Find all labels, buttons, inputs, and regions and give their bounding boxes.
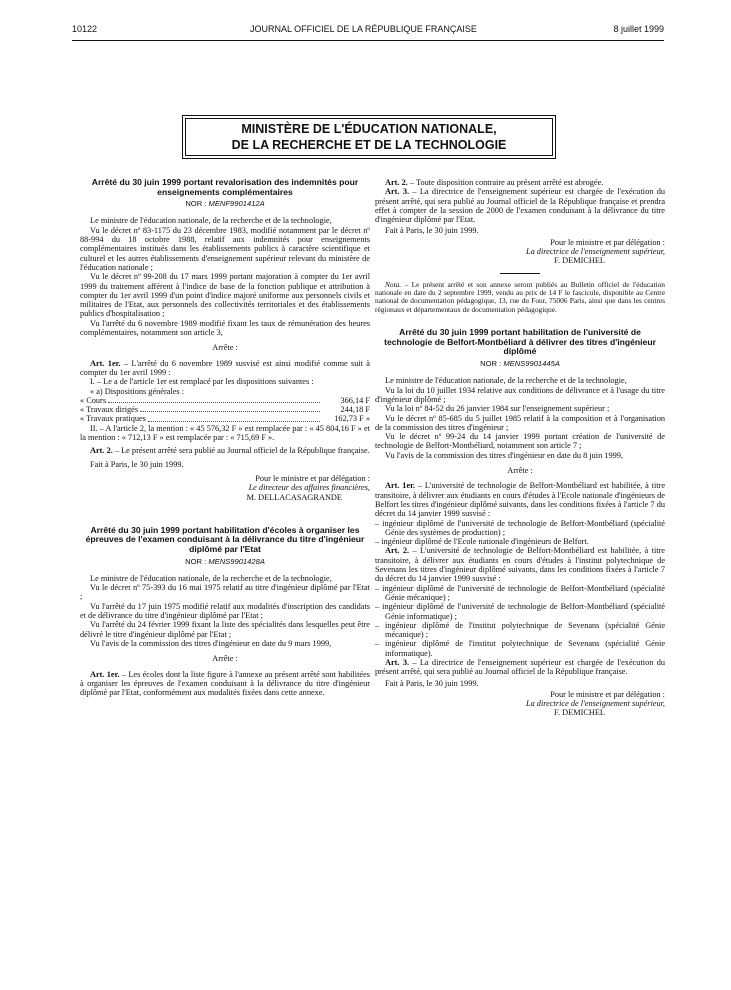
- done-at: Fait à Paris, le 30 juin 1999.: [90, 459, 184, 469]
- journal-title: JOURNAL OFFICIEL DE LA RÉPUBLIQUE FRANÇAISE: [250, 24, 477, 34]
- article-text: – L'université de technologie de Belfort-Montbéliard est habilitée, à titre transitoire, à délivrer aux étudiants en cours d'études à l'Ecole nationale d'ingénieurs de Belfort les titres d'ingénieur diplômé suivants, dans les conditions fixées à l'article 7 du décret du 14 janvier 1999 susvisé :: [375, 481, 666, 519]
- nor-prefix: NOR :: [185, 556, 209, 566]
- article-1: [80, 359, 370, 378]
- list-item: – ingénieur diplômé de l'université de technologie de Belfort-Montbéliard (spécialité Génie informatique) ;: [375, 602, 665, 621]
- leader-dots: [148, 414, 320, 421]
- list-item: – ingénieur diplômé de l'institut polytechnique de Sevenans (spécialité Génie informatique).: [375, 639, 665, 658]
- article-text: – L'université de technologie de Belfort-Montbéliard est habilitée, à titre transitoire, à délivrer aux étudiants en cours d'études à l'institut polytechnique de Sevenans les titres d'ingénieur diplômé suivants, dans les conditions fixées à l'article 7 du décret du 14 janvier 1999 susvisé :: [375, 546, 665, 584]
- signature-line: Pour le ministre et par délégation :: [255, 473, 370, 483]
- ministry-box: [182, 115, 556, 159]
- ministry-line-1: MINISTÈRE DE L'ÉDUCATION NATIONALE,: [241, 122, 497, 136]
- list-item: – ingénieur diplômé de l'institut polytechnique de Sevenans (spécialité Génie mécanique) ;: [375, 620, 665, 640]
- paragraph: Vu le décret nº 83-1175 du 23 décembre 1983, modifié notamment par le décret nº 88-994 du 18 octobre 1988, relatif aux indemnités pour enseignements complémentaires institués dans les établissements publics à caractère scientifique et culturel et les autres établissements d'enseignement supérieur relevant du ministère de l'éducation nationale ;: [80, 225, 370, 272]
- rate-amount: 366,14 F: [340, 395, 370, 405]
- decree-1-title: Arrêté du 30 juin 1999 portant revalorisation des indemnités pour enseignements complémentaires: [91, 177, 359, 197]
- article-2: [80, 446, 370, 455]
- nota-label: Nota.: [385, 279, 402, 289]
- paragraph: Vu le décret nº 99-208 du 17 mars 1999 portant majoration à compter du 1er avril 1999 du traitement afférent à l'indice de base de la fonction publique et attribution à compter du 1er avril 1999 d'un point d'indice majoré uniforme aux personnels civils et militaires de l'Etat, aux personnels des collectivités territoriales et des établissements publics d'hospitalisation ;: [80, 272, 370, 319]
- signature-role-text: La directrice de l'enseignement supérieur,: [525, 247, 665, 257]
- article-text: – Le présent arrêté sera publié au Journal officiel de la République française.: [112, 446, 370, 456]
- paragraph: Vu le décret nº 99-24 du 14 janvier 1999 portant création de l'université de technologie de Belfort-Montbéliard, notamment son article 7 ;: [375, 432, 665, 451]
- article-2: [375, 546, 665, 583]
- article-2: [375, 178, 665, 187]
- list-item: – ingénieur diplômé de l'Ecole nationale d'ingénieurs de Belfort.: [375, 537, 589, 547]
- decree-1-nor: [80, 199, 370, 208]
- article-3: [375, 187, 665, 224]
- paragraph: Le ministre de l'éducation nationale, de la recherche et de la technologie,: [90, 573, 332, 583]
- leader-dots: [140, 405, 320, 412]
- paragraph: Vu la loi nº 84-52 du 26 janvier 1984 sur l'enseignement supérieur ;: [385, 404, 610, 414]
- signature-name: F. DEMICHEL: [554, 256, 605, 266]
- nor-prefix: NOR :: [480, 359, 504, 369]
- article-text: – La directrice de l'enseignement supérieur est chargée de l'exécution du présent arrêté, qui sera publié au Journal officiel de la République française.: [375, 657, 665, 677]
- article-label: Art. 2.: [385, 546, 410, 556]
- rate-label: « Cours: [80, 395, 107, 405]
- paragraph: Le ministre de l'éducation nationale, de la recherche et de la technologie,: [385, 376, 627, 386]
- spacer: [375, 314, 665, 328]
- paragraph: Vu le décret nº 85-685 du 5 juillet 1985 relatif à la composition et à l'organisation de la commission des titres d'ingénieur ;: [375, 413, 665, 432]
- separator: [500, 273, 540, 274]
- ministry-title: [185, 118, 553, 156]
- rate-amount: 162,73 F »: [334, 414, 370, 424]
- article-label: Art. 2.: [385, 178, 408, 187]
- article-text: – La directrice de l'enseignement supérieur est chargée de l'exécution du présent arrêté, qui sera publié au Journal officiel de la République française et prendra effet à compter de la session de 2000 de l'examen conduisant à la délivrance du titre d'ingénieur diplômé par l'Etat.: [375, 187, 665, 225]
- article-label: Art. 3.: [385, 187, 410, 197]
- decree-2-title: Arrêté du 30 juin 1999 portant habilitation d'écoles à organiser les épreuves de l'examen conduisant à la délivrance du titre d'ingénieur diplômé par l'Etat: [85, 524, 365, 554]
- page-number: 10122: [72, 24, 98, 34]
- paragraph: Vu l'arrêté du 17 juin 1975 modifié relatif aux modalités d'inscription des candidats et de délivrance du titre d'ingénieur diplômé par l'Etat ;: [80, 601, 370, 621]
- paragraph: Vu l'avis de la commission des titres d'ingénieur en date du 8 juin 1999,: [385, 450, 623, 460]
- rate-row: [80, 414, 370, 423]
- paragraph: Vu l'avis de la commission des titres d'ingénieur en date du 9 mars 1999,: [90, 638, 332, 648]
- signature-role-text: La directrice de l'enseignement supérieur,: [525, 699, 665, 709]
- decree-2-nor: [80, 557, 370, 566]
- arrete-heading: Arrête :: [507, 466, 533, 476]
- paragraph: Le ministre de l'éducation nationale, de la recherche et de la technologie,: [90, 216, 332, 226]
- article-label: Art. 1er.: [90, 358, 121, 368]
- paragraph: II. – A l'article 2, la mention : « 45 576,32 F » est remplacée par : « 45 804,16 F » et la mention : « 712,13 F » est remplacée par : « 715,69 F ».: [80, 423, 370, 443]
- signature-name: M. DELLACASAGRANDE: [246, 492, 342, 502]
- decree-3-title: Arrêté du 30 juin 1999 portant habilitation de l'université de technologie de Belfort-Montbéliard à délivrer des titres d'ingénieur diplômé: [384, 327, 656, 357]
- signature-line: Pour le ministre et par délégation :: [550, 237, 665, 247]
- signature-line: Pour le ministre et par délégation :: [550, 689, 665, 699]
- paragraph: Vu l'arrêté du 24 février 1999 fixant la liste des spécialités dans lesquelles peut être délivré le titre d'ingénieur diplômé par l'Etat ;: [80, 620, 370, 639]
- nor-code: MENS9901445A: [503, 359, 560, 369]
- list-item: – ingénieur diplômé de l'université de technologie de Belfort-Montbéliard (spécialité Génie mécanique) ;: [375, 583, 665, 602]
- signature-role-text: Le directeur des affaires financières,: [248, 483, 370, 493]
- paragraph: Vu la loi du 10 juillet 1934 relative aux conditions de délivrance et à l'usage du titre d'ingénieur diplômé ;: [375, 385, 665, 404]
- paragraph: Vu l'arrêté du 6 novembre 1989 modifié fixant les taux de rémunération des heures complémentaires, notamment son article 3,: [80, 318, 370, 338]
- spacer: [80, 502, 370, 526]
- paragraph: Vu le décret nº 75-393 du 16 mai 1975 relatif au titre d'ingénieur diplômé par l'Etat ;: [80, 583, 370, 602]
- rate-amount: 244,18 F: [340, 405, 370, 415]
- rate-label: « Travaux pratiques: [80, 414, 146, 424]
- nor-code: MENF9901412A: [208, 199, 265, 209]
- done-at: Fait à Paris, le 30 juin 1999.: [385, 226, 479, 236]
- article-label: Art. 1er.: [385, 481, 416, 491]
- rate-label: « Travaux dirigés: [80, 405, 139, 415]
- arrete-heading: Arrête :: [212, 654, 238, 664]
- done-at: Fait à Paris, le 30 juin 1999.: [385, 678, 479, 688]
- signature-name: F. DEMICHEL: [554, 708, 605, 718]
- article-text: – Les écoles dont la liste figure à l'annexe au présent arrêté sont habilitées à organiser les épreuves de l'examen conduisant à la délivrance du titre d'ingénieur diplômé par l'Etat, conformément aux modalités fixées dans cette annexe.: [80, 669, 370, 698]
- page-header: [72, 24, 664, 38]
- article-1: [80, 670, 370, 698]
- nota-text: – Le présent arrêté et son annexe seront publiés au Bulletin officiel de l'éducation nationale en date du 2 septembre 1999, vendu au prix de 14 F le fascicule, disponible au Centre national de documentation pédagogique, 13, rue du Four, 75006 Paris, ainsi que dans les centres régionaux et départementaux de documentation pédagogique.: [375, 279, 665, 314]
- nor-code: MENS9901428A: [208, 556, 265, 566]
- article-label: Art. 1er.: [90, 669, 120, 679]
- rate-row: [80, 396, 370, 405]
- signature-role: [375, 247, 665, 256]
- nota-note: [375, 281, 665, 315]
- rate-row: [80, 405, 370, 414]
- signature-role: [80, 483, 370, 492]
- nor-prefix: NOR :: [185, 199, 209, 209]
- decree-3-nor: [375, 359, 665, 368]
- paragraph: « a) Dispositions générales :: [90, 386, 185, 396]
- paragraph: I. – Le a de l'article 1er est remplacé par les dispositions suivantes :: [90, 377, 314, 387]
- issue-date: 8 juillet 1999: [613, 24, 664, 34]
- ministry-line-2: DE LA RECHERCHE ET DE LA TECHNOLOGIE: [231, 138, 507, 152]
- leader-dots: [108, 396, 320, 403]
- signature-role: [375, 699, 665, 708]
- article-1: [375, 481, 665, 518]
- article-text: – Toute disposition contraire au présent arrêté est abrogée.: [407, 178, 604, 187]
- arrete-heading: Arrête :: [212, 343, 238, 353]
- article-label: Art. 2.: [90, 446, 113, 456]
- article-3: [375, 658, 665, 677]
- article-label: Art. 3.: [385, 657, 410, 667]
- list-item: – ingénieur diplômé de l'université de technologie de Belfort-Montbéliard (spécialité Génie des systèmes de production) ;: [375, 518, 665, 537]
- left-column: [80, 178, 370, 697]
- article-text: – L'arrêté du 6 novembre 1989 susvisé est ainsi modifié comme suit à compter du 1er avril 1999 :: [80, 358, 370, 377]
- header-rule: [72, 40, 664, 41]
- right-column: [375, 178, 665, 718]
